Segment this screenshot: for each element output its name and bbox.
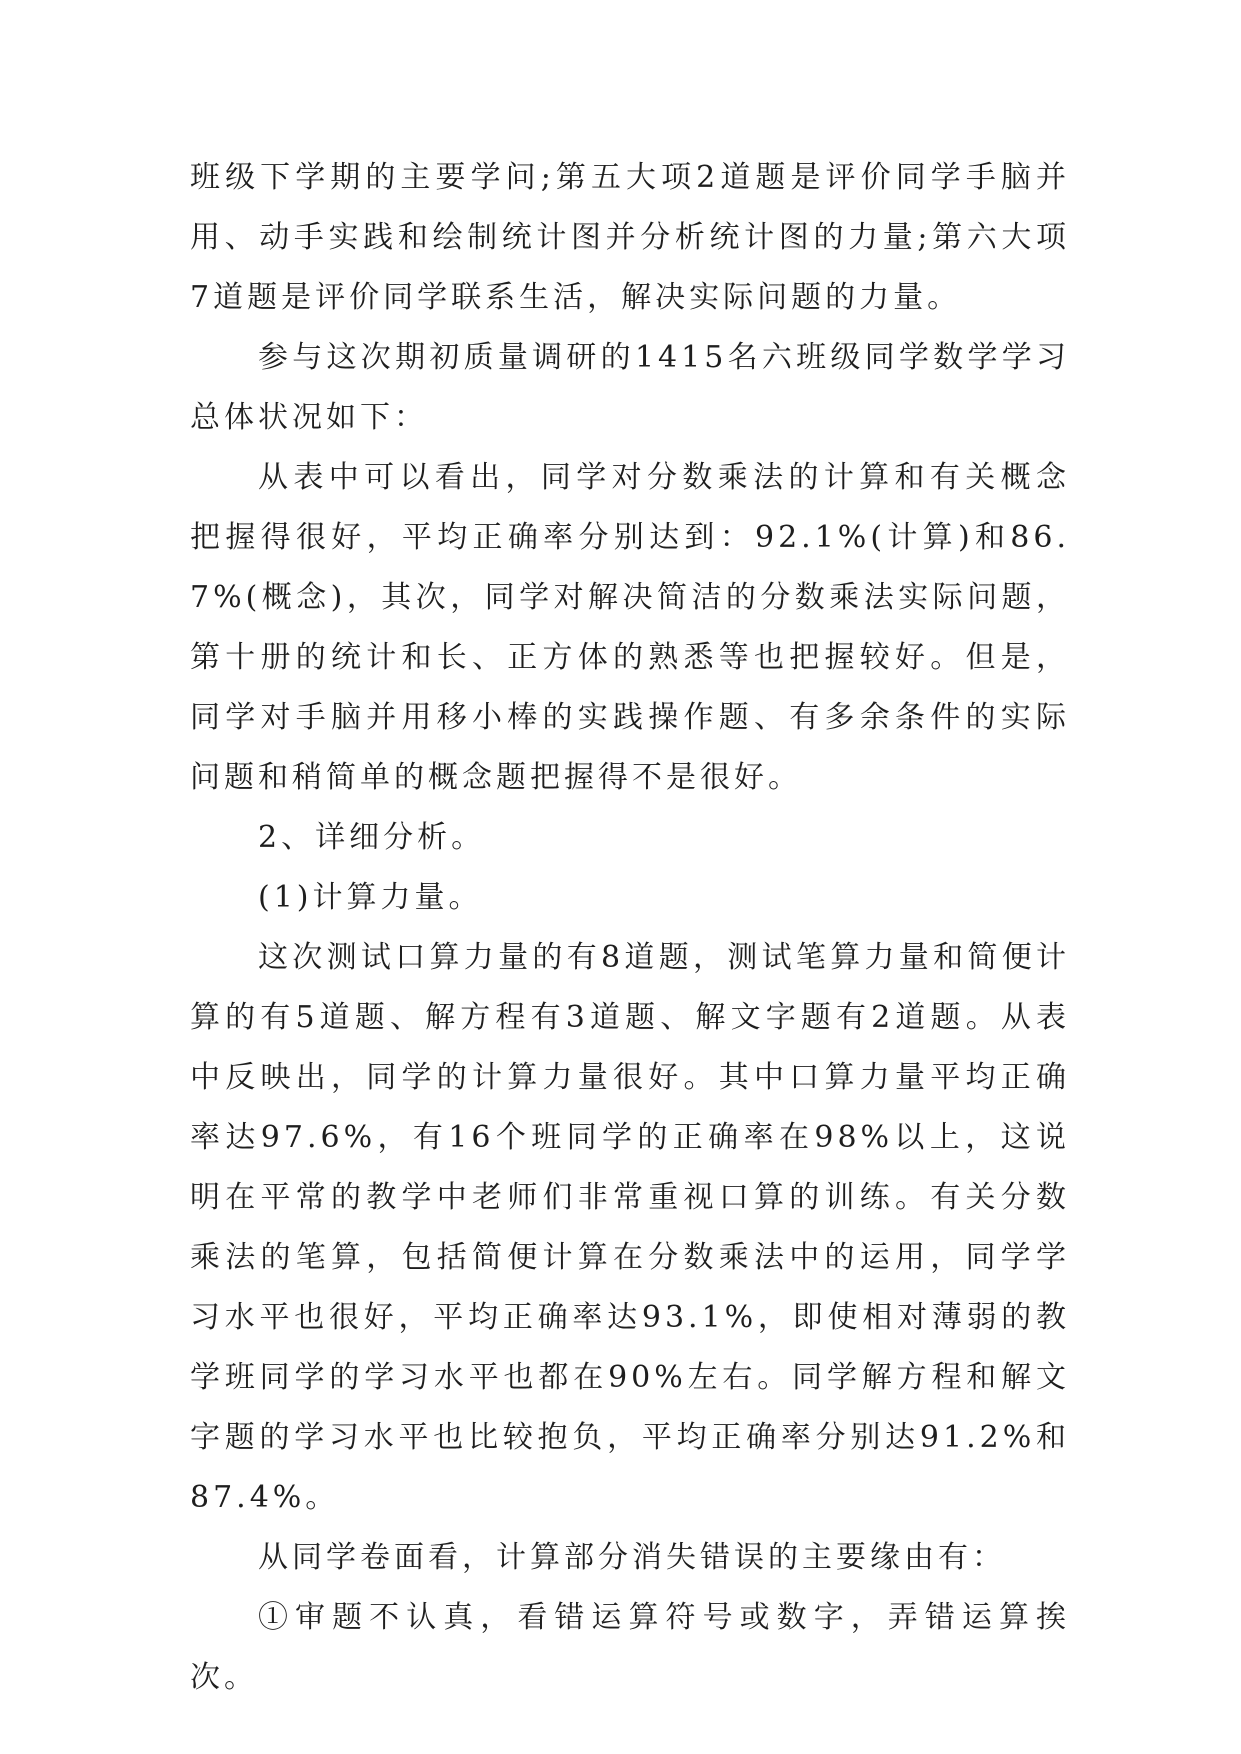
section-heading-detailed-analysis: 2、详细分析。 bbox=[258, 820, 486, 855]
document-body bbox=[190, 148, 1070, 1708]
list-item-error-reason-1: ①审题不认真，看错运算符号或数字，弄错运算挨次。 bbox=[190, 1600, 1070, 1695]
subsection-heading-calculation: (1)计算力量。 bbox=[258, 880, 483, 915]
paragraph-table-summary: 从表中可以看出，同学对分数乘法的计算和有关概念把握得很好，平均正确率分别达到：92.1%(计算)和86.7%(概念)，其次，同学对解决简洁的分数乘法实际问题，第十册的统计和长、正方体的熟悉等也把握较好。但是，同学对手脑并用移小棒的实践操作题、有多余条件的实际问题和稍简单的概念题把握得不是很好。 bbox=[190, 460, 1070, 795]
paragraph-error-reasons-intro: 从同学卷面看，计算部分消失错误的主要缘由有： bbox=[258, 1540, 1006, 1575]
paragraph-continuation: 班级下学期的主要学问;第五大项2道题是评价同学手脑并用、动手实践和绘制统计图并分析统计图的力量;第六大项7道题是评价同学联系生活，解决实际问题的力量。 bbox=[190, 160, 1070, 315]
paragraph-participants: 参与这次期初质量调研的1415名六班级同学数学学习总体状况如下： bbox=[190, 340, 1070, 435]
paragraph-calculation-analysis: 这次测试口算力量的有8道题，测试笔算力量和简便计算的有5道题、解方程有3道题、解文字题有2道题。从表中反映出，同学的计算力量很好。其中口算力量平均正确率达97.6%，有16个班同学的正确率在98%以上，这说明在平常的教学中老师们非常重视口算的训练。有关分数乘法的笔算，包括简便计算在分数乘法中的运用，同学学习水平也很好，平均正确率达93.1%，即使相对薄弱的教学班同学的学习水平也都在90%左右。同学解方程和解文字题的学习水平也比较抱负，平均正确率分别达91.2%和87.4%。 bbox=[190, 940, 1070, 1515]
